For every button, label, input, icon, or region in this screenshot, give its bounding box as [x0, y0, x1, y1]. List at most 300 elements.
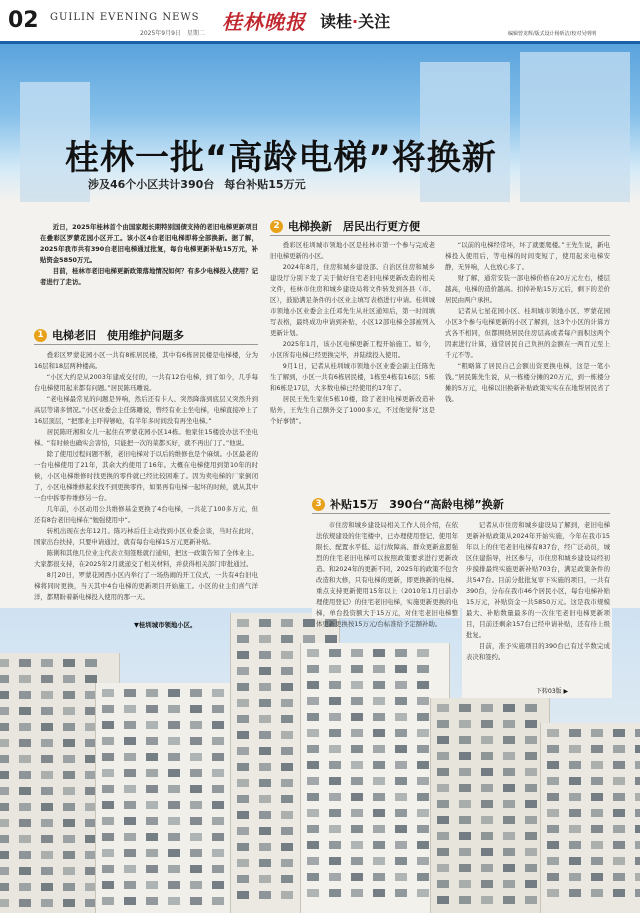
window	[281, 827, 293, 835]
window	[569, 857, 581, 865]
section-2-body-left	[270, 240, 435, 427]
window	[190, 721, 202, 729]
section-name	[320, 9, 390, 32]
window	[635, 825, 640, 833]
window	[395, 777, 407, 785]
window	[613, 793, 625, 801]
window	[212, 705, 224, 713]
window	[259, 795, 271, 803]
body-paragraph: 陈俐和其他几位业主代表立刻签账就行通知，把这一政策告知了全体业主。大家都很支持，在2025年2月就递交了相关材料，并获得相关部门审批通过。	[34, 549, 258, 568]
window	[212, 785, 224, 793]
window	[237, 843, 249, 851]
window	[63, 851, 75, 859]
window	[237, 779, 249, 787]
window	[102, 705, 114, 713]
window	[259, 699, 271, 707]
window	[395, 857, 407, 865]
window	[0, 883, 9, 891]
window	[569, 729, 581, 737]
window	[481, 816, 493, 824]
window	[190, 705, 202, 713]
window	[190, 785, 202, 793]
window	[395, 697, 407, 705]
window	[259, 683, 271, 691]
window	[102, 849, 114, 857]
window	[329, 841, 341, 849]
window	[525, 880, 537, 888]
window	[102, 721, 114, 729]
section-2-body-right	[445, 240, 610, 405]
window	[212, 721, 224, 729]
section-3-body-right	[466, 520, 610, 663]
window	[503, 832, 515, 840]
window	[146, 769, 158, 777]
window	[259, 779, 271, 787]
window	[168, 705, 180, 713]
window	[259, 635, 271, 643]
window	[212, 897, 224, 905]
window	[63, 867, 75, 875]
window	[41, 691, 53, 699]
window	[237, 667, 249, 675]
window	[459, 848, 471, 856]
window	[124, 817, 136, 825]
window	[237, 699, 249, 707]
window	[351, 809, 363, 817]
window	[417, 857, 429, 865]
window	[237, 763, 249, 771]
body-paragraph: 转机出现在去年12月。陈巧林后任主动找到小区业委会谈，当时在此时，国家出台扶持，只要申请通过，就有每台电梯15万元更新补贴。	[34, 527, 258, 546]
subheadline-part: 涉及46个小区共计390台	[88, 178, 215, 191]
window	[19, 707, 31, 715]
section-3-body-left	[316, 520, 458, 630]
window	[635, 873, 640, 881]
window	[85, 659, 97, 667]
window	[281, 683, 293, 691]
masthead	[0, 0, 640, 44]
window	[19, 787, 31, 795]
window	[329, 745, 341, 753]
window	[481, 704, 493, 712]
window	[417, 665, 429, 673]
window	[307, 857, 319, 865]
body-paragraph: 市住房和城乡建设局相关工作人员介绍，在依法依规建设的住宅楼中，已办理使用登记、使用年限长、配置水平低、运行故障高、群众更新意愿强烈的住宅老旧电梯可以按照政策要求进行更新改造。和2024年的更新不同，2025年的政策不包含改造和大修，只有电梯的更新，即更换新的电梯。重点支持更新使用15年以上（2010年1月日前办理使用登记）的住宅老旧电梯，实施更新更换的电梯，单台投资额大于15万元，对住宅老旧电梯整体更新更换按15万元/台标准给予定额补助。	[316, 521, 458, 628]
window	[481, 880, 493, 888]
window	[41, 739, 53, 747]
window	[613, 745, 625, 753]
window	[190, 833, 202, 841]
intro-paragraph: 近日，2025年桂林首个由国家超长期特别国债支持的老旧电梯更新项目在叠彩区罗蒙花园小区开工。该小区4台老旧电梯即将全部换新。据了解，2025年我市共有390台老旧电梯通过批复，每台电梯更新补贴15万元，补贴资金5850万元。	[40, 223, 258, 264]
body-paragraph: “以前的电梯经常坏，坏了就要爬楼。”王先生说，新电梯投入使用后，等电梯的时间变短了，使用起来电梯安静，无异响，人也放心多了。	[445, 241, 610, 271]
section-title: 电梯老旧 使用维护问题多	[52, 329, 184, 342]
window	[212, 817, 224, 825]
window	[329, 665, 341, 673]
body-paragraph: “老电梯最常见的问题是异响，然后还有卡人、突然降落到底层又突然升到高层等诸多情况。”小区业委会主任陈雕说，曾经有业主坐电梯，电梯直接冲上了16层顶层，“把那业主吓得够呛，有半年多时间没有再坐电梯。”	[34, 395, 258, 425]
window	[547, 889, 559, 897]
window	[351, 825, 363, 833]
window	[63, 755, 75, 763]
window	[351, 857, 363, 865]
apartment-building	[540, 723, 640, 913]
window	[417, 729, 429, 737]
window	[351, 729, 363, 737]
window	[237, 683, 249, 691]
window	[373, 665, 385, 673]
window	[547, 873, 559, 881]
window	[281, 795, 293, 803]
window	[635, 761, 640, 769]
window	[503, 704, 515, 712]
window	[19, 755, 31, 763]
window	[259, 715, 271, 723]
window	[303, 635, 315, 643]
headline: 桂林一批“高龄电梯”将换新	[65, 138, 497, 178]
window	[190, 897, 202, 905]
window	[146, 817, 158, 825]
window	[437, 800, 449, 808]
window	[190, 849, 202, 857]
window	[395, 761, 407, 769]
window	[19, 659, 31, 667]
window	[503, 896, 515, 904]
window	[63, 691, 75, 699]
window	[19, 899, 31, 907]
window	[417, 713, 429, 721]
window	[0, 723, 9, 731]
window	[168, 849, 180, 857]
window	[351, 873, 363, 881]
window	[124, 881, 136, 889]
window	[237, 651, 249, 659]
paper-name-english: GUILIN EVENING NEWS	[50, 12, 200, 23]
window	[329, 697, 341, 705]
window	[281, 763, 293, 771]
section-title: 补贴15万 390台“高龄电梯”换新	[330, 498, 504, 511]
window	[102, 833, 114, 841]
window	[0, 739, 9, 747]
window	[0, 707, 9, 715]
window	[395, 841, 407, 849]
window	[459, 752, 471, 760]
subheadline	[88, 176, 306, 192]
window	[417, 825, 429, 833]
window	[481, 720, 493, 728]
window	[190, 801, 202, 809]
section-dot: ·	[352, 12, 359, 31]
window	[63, 723, 75, 731]
window	[613, 761, 625, 769]
body-paragraph: 叠彩区桂圳城市领地小区是桂林市第一个参与完成老旧电梯更新的小区。	[270, 241, 435, 260]
window	[63, 739, 75, 747]
window	[237, 619, 249, 627]
window	[41, 835, 53, 843]
window	[417, 745, 429, 753]
window	[190, 817, 202, 825]
window	[259, 811, 271, 819]
window	[0, 771, 9, 779]
window	[281, 651, 293, 659]
window	[168, 865, 180, 873]
window	[459, 816, 471, 824]
window	[146, 849, 158, 857]
window	[41, 851, 53, 859]
window	[41, 883, 53, 891]
window	[63, 883, 75, 891]
hero-building	[520, 52, 630, 202]
window	[281, 843, 293, 851]
window	[212, 753, 224, 761]
window	[146, 705, 158, 713]
window	[190, 737, 202, 745]
window	[41, 787, 53, 795]
window	[613, 729, 625, 737]
window	[307, 649, 319, 657]
window	[281, 699, 293, 707]
body-paragraph: 记者从市住房和城乡建设局了解到，老旧电梯更新补贴政策从2024年开始实施，今年在我市15年以上的住宅老旧电梯有837台，经广泛动员，城区住建指导，社区参与，市住房和城乡建设局经初步摸排最终实施更新补贴703台，满足政策条件的共547台。目前分批批复审下实施的项目，一共有390台，分布在我市46个居民小区，每台电梯补贴15万元，补贴资金一共5850万元。这是我市规模最大、补贴数量最多的一次住宅老旧电梯更新项目，目前还剩余157台已经申请补贴，还有待上级批复。	[466, 521, 610, 639]
window	[307, 681, 319, 689]
window	[146, 689, 158, 697]
window	[281, 859, 293, 867]
window	[635, 745, 640, 753]
window	[19, 691, 31, 699]
window	[437, 880, 449, 888]
window	[525, 848, 537, 856]
window	[373, 681, 385, 689]
window	[569, 761, 581, 769]
window	[417, 777, 429, 785]
section-label-2: 关注	[358, 12, 391, 31]
window	[373, 777, 385, 785]
jump-text: 下转03版	[536, 688, 562, 695]
window	[259, 651, 271, 659]
window	[212, 881, 224, 889]
window	[63, 707, 75, 715]
window	[459, 864, 471, 872]
window	[525, 768, 537, 776]
window	[63, 675, 75, 683]
apartment-building	[300, 643, 450, 913]
window	[307, 825, 319, 833]
window	[237, 859, 249, 867]
window	[351, 649, 363, 657]
window	[168, 833, 180, 841]
window	[351, 889, 363, 897]
window	[459, 896, 471, 904]
window	[591, 825, 603, 833]
body-paragraph: 居民陈旺湘和女儿一起住在罗蒙花园小区14栋。他家住15楼没办法不坐电梯。“有时候也确实会害怕，只能把一次的菜都买好，就不再出门了。”他说。	[34, 428, 258, 447]
window	[373, 825, 385, 833]
window	[635, 857, 640, 865]
hero-banner	[0, 44, 640, 202]
window	[303, 619, 315, 627]
window	[481, 752, 493, 760]
window	[281, 635, 293, 643]
window	[351, 681, 363, 689]
window	[237, 715, 249, 723]
window	[503, 800, 515, 808]
window	[307, 761, 319, 769]
body-paragraph: 记者从七星花园小区、桂圳城市领地小区、罗蒙花园小区3个参与电梯更新的小区了解到，这3个小区的计算方式各不相同，但都围绕居民住房层高或者每户面积这两个因素进行计算，通常居民自己负担的金额在一两百元至上千元不等。	[445, 307, 610, 359]
window	[168, 785, 180, 793]
window	[281, 891, 293, 899]
body-paragraph: 目前，准予实施项目的390台已有过半数完成表决和签约。	[466, 642, 610, 661]
window	[329, 729, 341, 737]
window	[237, 795, 249, 803]
window	[102, 865, 114, 873]
divider	[34, 344, 258, 345]
window	[307, 873, 319, 881]
window	[307, 889, 319, 897]
window	[259, 731, 271, 739]
window	[373, 809, 385, 817]
window	[102, 785, 114, 793]
window	[63, 899, 75, 907]
window	[329, 825, 341, 833]
body-paragraph: 财了解，通常安装一部电梯价格在20万元左右，楼层越高，电梯的造价越高。扣掉补贴15万元后，剩下的差价居民由两户承担。	[445, 274, 610, 304]
window	[102, 769, 114, 777]
window	[525, 704, 537, 712]
window	[0, 675, 9, 683]
window	[124, 769, 136, 777]
window	[237, 891, 249, 899]
window	[373, 761, 385, 769]
window	[281, 747, 293, 755]
window	[503, 864, 515, 872]
window	[481, 864, 493, 872]
window	[351, 777, 363, 785]
window	[503, 848, 515, 856]
window	[19, 883, 31, 891]
window	[525, 816, 537, 824]
section-1-body	[34, 350, 258, 603]
window	[146, 737, 158, 745]
window	[591, 809, 603, 817]
window	[373, 873, 385, 881]
window	[102, 689, 114, 697]
window	[351, 713, 363, 721]
section-number-badge: 1	[34, 329, 47, 342]
window	[437, 720, 449, 728]
window	[547, 793, 559, 801]
window	[547, 841, 559, 849]
window	[459, 880, 471, 888]
window	[41, 723, 53, 731]
window	[0, 835, 9, 843]
window	[212, 737, 224, 745]
window	[635, 809, 640, 817]
window	[237, 827, 249, 835]
window	[395, 809, 407, 817]
window	[124, 737, 136, 745]
window	[307, 713, 319, 721]
window	[281, 731, 293, 739]
window	[525, 784, 537, 792]
body-paragraph: 几年前，小区动用公共维修基金更换了4台电梯，一共花了100多万元，但还有8台老旧电梯在“勉强使用中”。	[34, 505, 258, 524]
window	[0, 819, 9, 827]
window	[635, 841, 640, 849]
window	[63, 787, 75, 795]
window	[259, 827, 271, 835]
window	[395, 681, 407, 689]
window	[146, 721, 158, 729]
window	[437, 784, 449, 792]
window	[591, 889, 603, 897]
window	[146, 753, 158, 761]
window	[395, 713, 407, 721]
window	[124, 833, 136, 841]
window	[437, 848, 449, 856]
section-1-heading	[34, 327, 184, 343]
window	[63, 659, 75, 667]
window	[417, 681, 429, 689]
window	[19, 675, 31, 683]
window	[307, 809, 319, 817]
window	[281, 619, 293, 627]
window	[259, 891, 271, 899]
body-paragraph: 9月1日，记者从桂圳城市领地小区业委会副主任陈先生了解到，小区一共有6栋居民楼，1栋至4栋有16层；5栋和6栋是17层，大多数电梯已经使用约17年了。	[270, 362, 435, 392]
window	[459, 768, 471, 776]
window	[124, 785, 136, 793]
window	[569, 889, 581, 897]
window	[417, 793, 429, 801]
window	[168, 897, 180, 905]
window	[329, 777, 341, 785]
window	[307, 697, 319, 705]
window	[259, 667, 271, 675]
window	[124, 753, 136, 761]
window	[481, 736, 493, 744]
window	[329, 761, 341, 769]
window	[351, 761, 363, 769]
window	[417, 809, 429, 817]
window	[0, 851, 9, 859]
window	[525, 736, 537, 744]
window	[124, 897, 136, 905]
window	[259, 843, 271, 851]
window	[373, 713, 385, 721]
window	[525, 864, 537, 872]
window	[525, 896, 537, 904]
window	[481, 768, 493, 776]
window	[417, 873, 429, 881]
window	[459, 720, 471, 728]
window	[417, 889, 429, 897]
window	[102, 737, 114, 745]
window	[481, 832, 493, 840]
window	[124, 849, 136, 857]
window	[395, 745, 407, 753]
window	[395, 729, 407, 737]
window	[0, 787, 9, 795]
window	[503, 880, 515, 888]
window	[417, 841, 429, 849]
window	[547, 729, 559, 737]
window	[190, 865, 202, 873]
window	[437, 736, 449, 744]
window	[569, 825, 581, 833]
window	[351, 697, 363, 705]
window	[417, 697, 429, 705]
window	[635, 729, 640, 737]
section-number-badge: 3	[312, 498, 325, 511]
window	[63, 771, 75, 779]
window	[307, 665, 319, 673]
window	[168, 689, 180, 697]
window	[168, 801, 180, 809]
window	[459, 704, 471, 712]
window	[417, 761, 429, 769]
window	[437, 768, 449, 776]
